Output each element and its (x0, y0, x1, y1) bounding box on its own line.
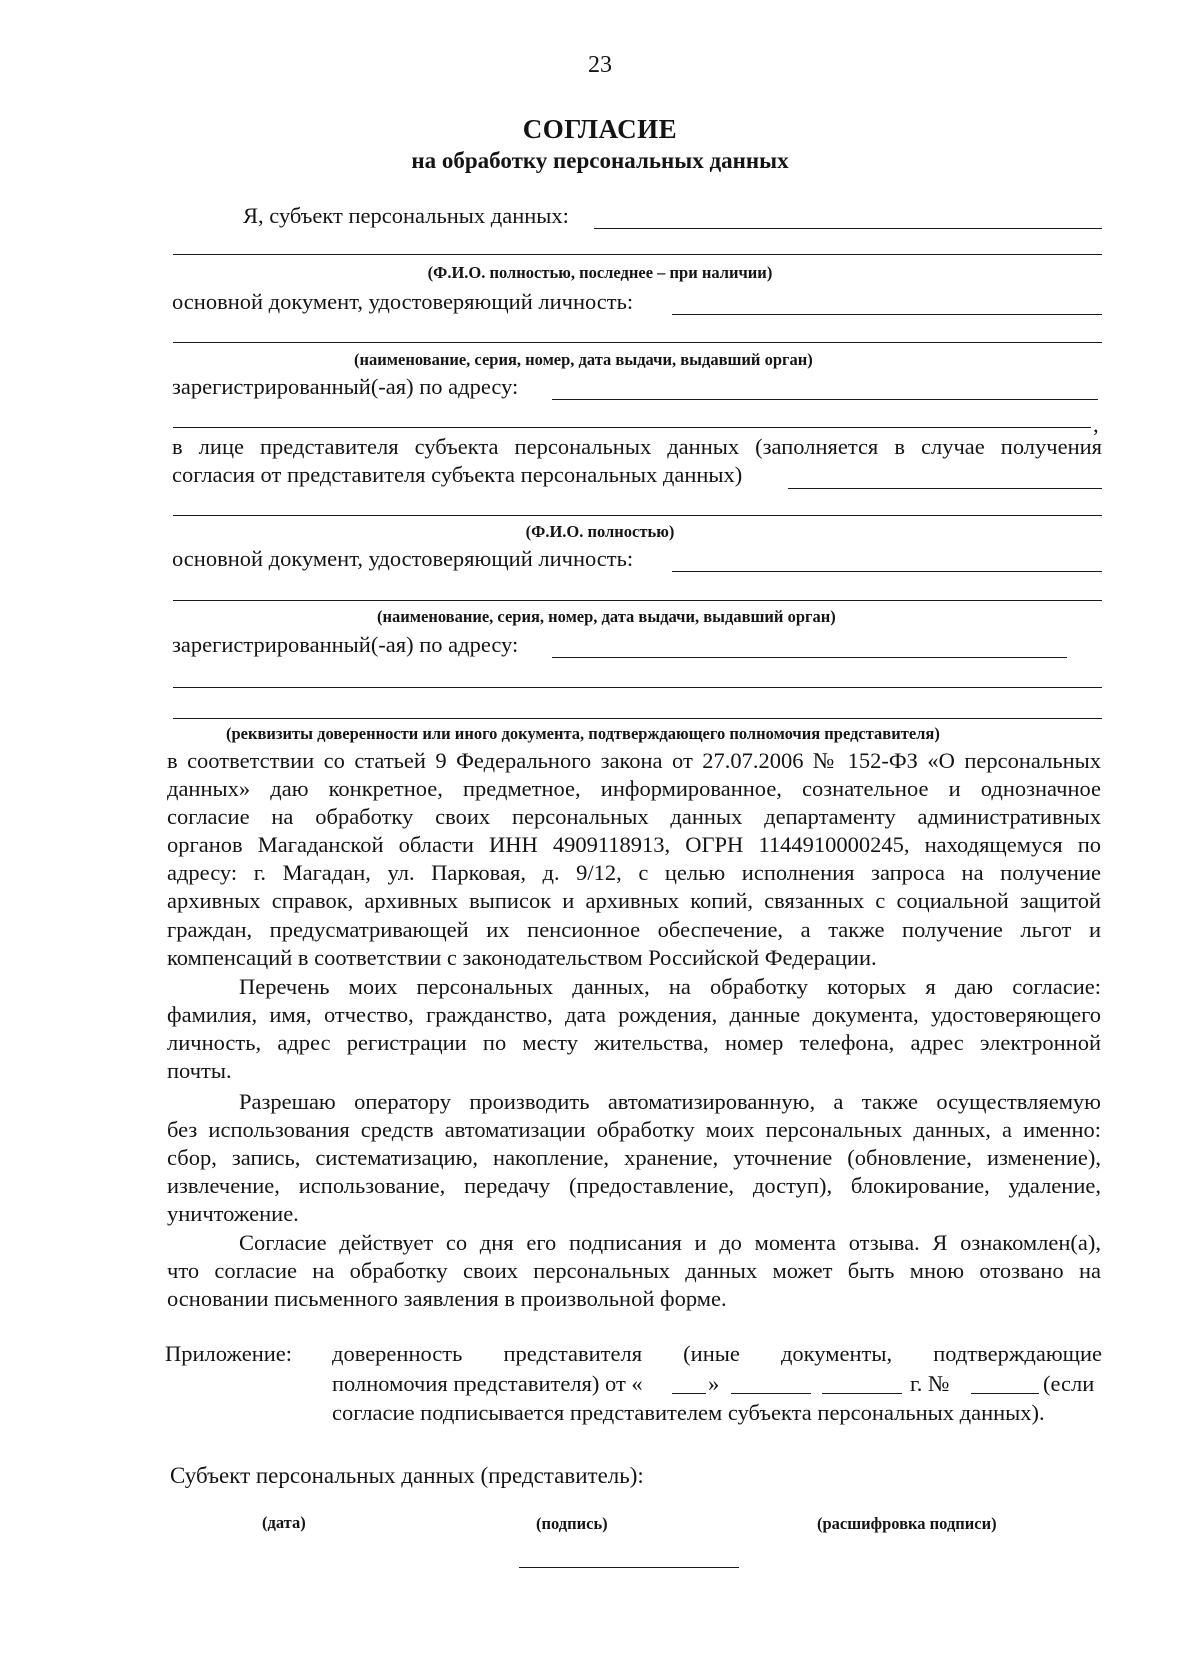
appendix-line: » (708, 1371, 720, 1396)
subject-doc-caption: (наименование, серия, номер, дата выдачи, выдавший орган) (354, 350, 813, 369)
signature-field[interactable] (519, 1567, 739, 1568)
representative-intro-line: согласия от представителя субъекта персональных данных) (172, 462, 743, 487)
representative-power-field[interactable] (173, 718, 1102, 719)
representative-intro-line: в лице представителя субъекта персональных данных (заполняется в случае получения (172, 434, 1102, 459)
appendix-line: доверенность представителя (иные документы, подтверждающие (332, 1341, 1102, 1366)
representative-power-caption: (реквизиты доверенности или иного документа, подтверждающего полномочия представителя) (226, 724, 940, 743)
document-title: СОГЛАСИЕ (522, 114, 678, 144)
signature-caption: (подпись) (536, 1514, 608, 1533)
representative-doc-field[interactable] (672, 571, 1102, 572)
representative-address-label: зарегистрированный(-ая) по адресу: (172, 632, 519, 657)
representative-name-field-2[interactable] (173, 515, 1102, 516)
consent-line: граждан, предусматривающей их пенсионное обеспечение, а также получение льгот и (167, 916, 1101, 942)
subject-name-field-2[interactable] (173, 254, 1102, 255)
representative-address-field-2[interactable] (173, 687, 1102, 688)
list-line: почты. (167, 1058, 232, 1084)
subject-address-field-2[interactable] (173, 427, 1091, 428)
list-line: Перечень моих персональных данных, на обработку которых я даю согласие: (239, 974, 1101, 999)
permission-line: уничтожение. (167, 1201, 299, 1227)
validity-line: что согласие на обработку своих персональных данных может быть мною отозвано на (167, 1258, 1101, 1284)
validity-paragraph (167, 1229, 1101, 1313)
list-line: личность, адрес регистрации по месту жительства, номер телефона, адрес электронной (167, 1030, 1101, 1056)
appendix-label: Приложение: (165, 1341, 293, 1366)
appendix-line: согласие подписывается представителем субъекта персональных данных). (332, 1400, 1045, 1425)
document-subtitle: на обработку персональных данных (411, 148, 789, 173)
representative-fio-caption: (Ф.И.О. полностью) (525, 522, 675, 541)
permission-line: Разрешаю оператору производить автоматизированную, а также осуществляемую (239, 1089, 1101, 1114)
list-line: фамилия, имя, отчество, гражданство, дата рождения, данные документа, удостоверяющего (167, 1002, 1101, 1028)
consent-line: органов Магаданской области ИНН 4909118913, ОГРН 1144910000245, находящемуся по (167, 832, 1101, 858)
validity-line: основании письменного заявления в произвольной форме. (167, 1286, 727, 1312)
consent-line: данных» даю конкретное, предметное, информированное, сознательное и однозначное (167, 776, 1101, 802)
subject-doc-label: основной документ, удостоверяющий личность: (172, 289, 634, 314)
consent-line: адресу: г. Магадан, ул. Парковая, д. 9/12, с целью исполнения запроса на получение (167, 860, 1101, 886)
subject-doc-field-2[interactable] (173, 342, 1102, 343)
consent-line: согласие на обработку своих персональных данных департаменту административных (167, 804, 1101, 830)
appendix-line: г. № (910, 1371, 950, 1396)
list-paragraph (167, 973, 1101, 1085)
representative-intro (172, 433, 1102, 461)
consent-paragraph (167, 747, 1101, 972)
permission-line: без использования средств автоматизации обработку моих персональных данных, а именно: (167, 1117, 1101, 1143)
appendix-day-field[interactable] (672, 1393, 706, 1394)
representative-name-field[interactable] (788, 488, 1102, 489)
subject-address-comma: , (1093, 412, 1099, 437)
subject-doc-field[interactable] (672, 314, 1102, 315)
signature-heading: Субъект персональных данных (представитель): (170, 1463, 644, 1488)
representative-doc-field-2[interactable] (173, 600, 1102, 601)
date-caption: (дата) (262, 1513, 306, 1532)
subject-name-field[interactable] (594, 228, 1102, 229)
page-number: 23 (588, 52, 612, 78)
consent-line: компенсаций в соответствии с законодательством Российской Федерации. (167, 944, 877, 970)
decode-caption: (расшифровка подписи) (817, 1514, 997, 1533)
permission-paragraph (167, 1088, 1101, 1228)
subject-address-field[interactable] (552, 399, 1098, 400)
appendix-number-field[interactable] (971, 1393, 1039, 1394)
appendix-year-field[interactable] (822, 1393, 902, 1394)
subject-fio-caption: (Ф.И.О. полностью, последнее – при наличии) (427, 263, 773, 282)
appendix-line: полномочия представителя) от « (332, 1371, 643, 1396)
appendix-month-field[interactable] (731, 1393, 811, 1394)
permission-line: сбор, запись, систематизацию, накопление, хранение, уточнение (обновление, изменение), (167, 1145, 1101, 1171)
representative-doc-caption: (наименование, серия, номер, дата выдачи, выдавший орган) (377, 607, 836, 626)
consent-line: архивных справок, архивных выписок и архивных копий, связанных с социальной защитой (167, 888, 1101, 914)
validity-line: Согласие действует со дня его подписания и до момента отзыва. Я ознакомлен(а), (239, 1230, 1101, 1255)
subject-label: Я, субъект персональных данных: (243, 203, 569, 228)
appendix-line: (если (1043, 1371, 1095, 1396)
permission-line: извлечение, использование, передачу (предоставление, доступ), блокирование, удаление, (167, 1173, 1101, 1199)
subject-address-label: зарегистрированный(-ая) по адресу: (172, 374, 519, 399)
representative-doc-label: основной документ, удостоверяющий личность: (172, 546, 634, 571)
representative-address-field[interactable] (552, 657, 1067, 658)
consent-line: в соответствии со статьей 9 Федерального закона от 27.07.2006 № 152-ФЗ «О персональных (167, 748, 1101, 773)
